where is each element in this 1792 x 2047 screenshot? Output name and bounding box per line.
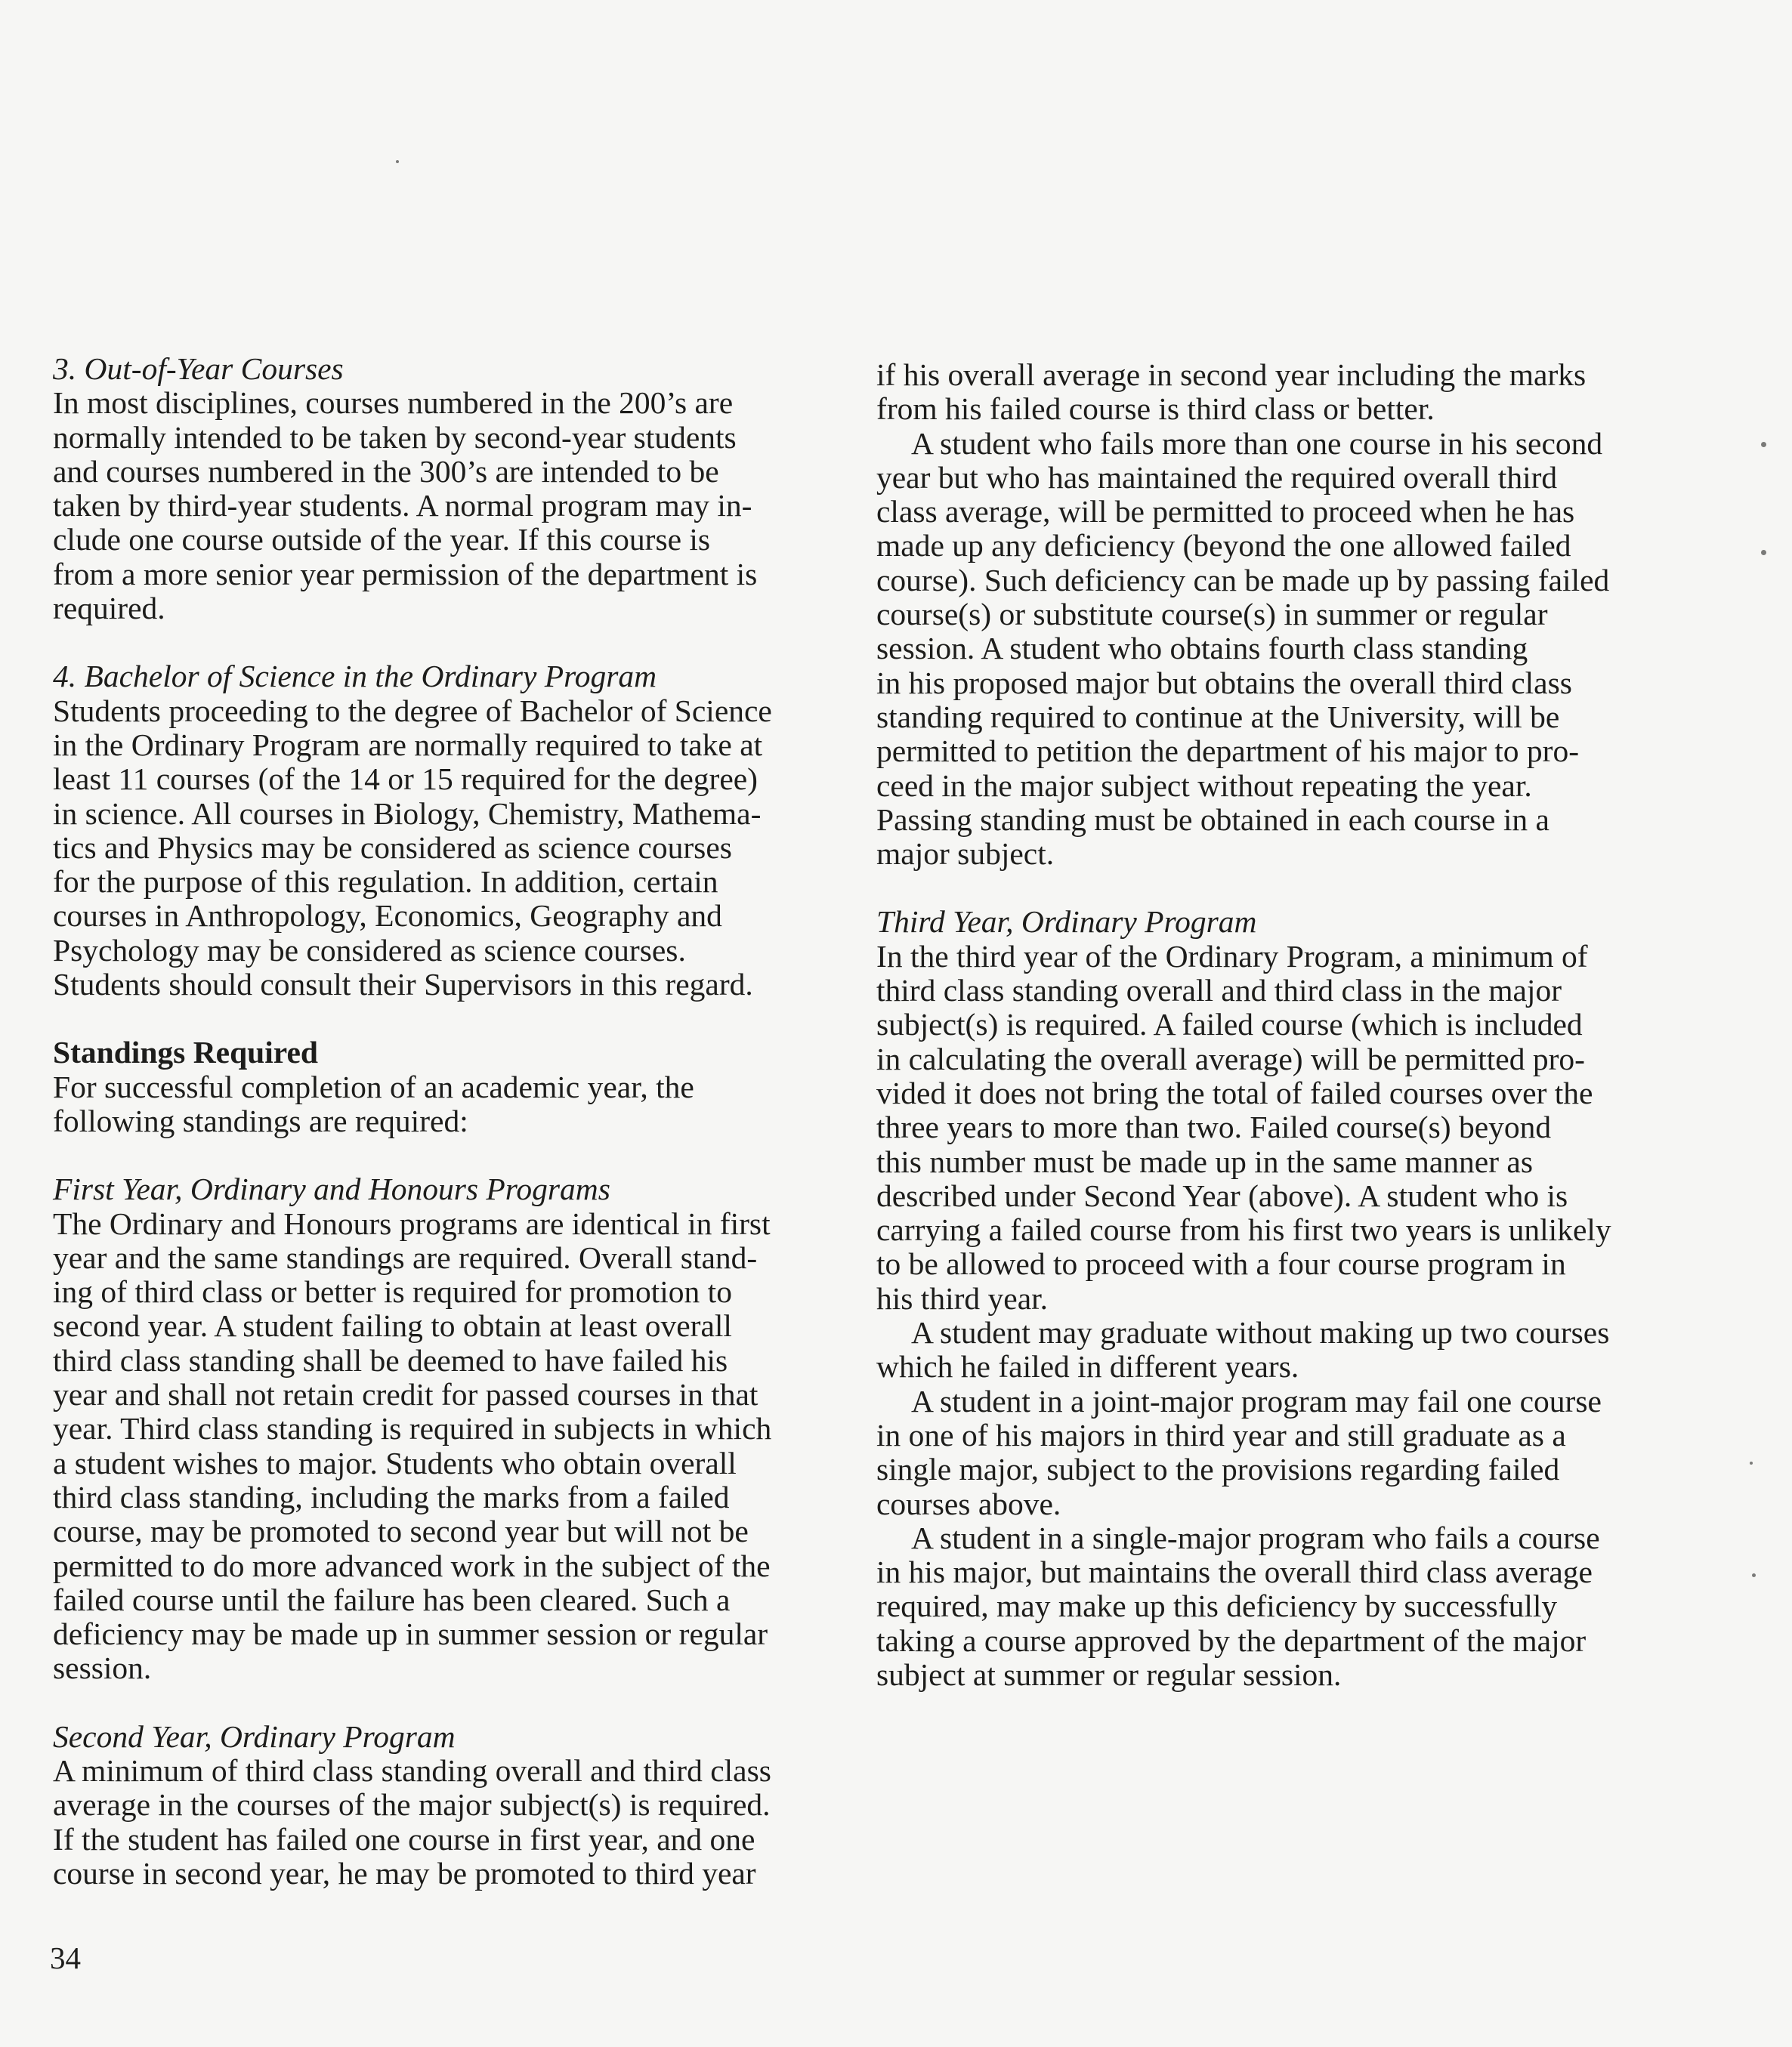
text-line: year. Third class standing is required in subjects in which (53, 1411, 772, 1446)
text-line: least 11 courses (of the 14 or 15 required for the degree) (53, 761, 759, 797)
paragraph-gap (53, 1002, 846, 1036)
text-line: required, may make up this deficiency by successfully (876, 1589, 1558, 1624)
text-line: course). Such deficiency can be made up by passing failed (876, 562, 1610, 597)
text-line: If the student has failed one course in first year, and one (53, 1821, 755, 1857)
paragraph-gap (53, 1138, 846, 1172)
text-line: subject(s) is required. A failed course (which is included (876, 1007, 1583, 1042)
text-line: made up any deficiency (beyond the one allowed failed (876, 528, 1571, 563)
text-line: course, may be promoted to second year but will not be (53, 1514, 749, 1549)
text-line: Students should consult their Supervisors in this regard. (53, 967, 753, 1002)
text-line: if his overall average in second year including the marks (876, 357, 1587, 392)
section-heading: 4. Bachelor of Science in the Ordinary Program (53, 659, 657, 694)
text-line: courses in Anthropology, Economics, Geography and (53, 898, 722, 934)
paragraph-more-than-one-failure (876, 427, 1685, 872)
section-heading: First Year, Ordinary and Honours Programs (53, 1172, 610, 1207)
text-line: in his proposed major but obtains the overall third class (876, 665, 1572, 700)
text-line: failed course until the failure has been cleared. Such a (53, 1582, 731, 1617)
paragraph-gap (53, 625, 846, 659)
text-line: following standings are required: (53, 1103, 468, 1138)
text-line: second year. A student failing to obtain at least overall (53, 1308, 732, 1344)
paragraph-gap (876, 871, 1685, 905)
text-line: in one of his majors in third year and still graduate as a (876, 1417, 1566, 1453)
text-line: courses above. (876, 1486, 1061, 1521)
text-line: in the Ordinary Program are normally required to take at (53, 727, 763, 762)
page-number: 34 (50, 1940, 81, 1975)
text-line: major subject. (876, 836, 1055, 872)
section-third-year (876, 905, 1685, 1316)
section-bachelor-of-science (53, 659, 846, 1002)
text-line: carrying a failed course from his first two years is unlikely (876, 1212, 1611, 1248)
scan-speck (1750, 1462, 1753, 1465)
text-line: In the third year of the Ordinary Program, a minimum of (876, 938, 1588, 974)
section-heading: 3. Out-of-Year Courses (53, 351, 344, 386)
text-line: standing required to continue at the University, will be (876, 699, 1560, 734)
text-line: permitted to do more advanced work in the subject of the (53, 1548, 771, 1583)
right-column (876, 358, 1685, 1692)
paragraph-single-major (876, 1521, 1685, 1692)
text-line: ing of third class or better is required for promotion to (53, 1274, 732, 1310)
scan-speck (1761, 442, 1766, 447)
text-line: in science. All courses in Biology, Chemistry, Mathema- (53, 795, 762, 831)
text-line: this number must be made up in the same manner as (876, 1144, 1533, 1179)
text-line: A student may graduate without making up two courses (911, 1315, 1610, 1351)
paragraph-second-year-continuation (876, 358, 1685, 427)
text-line: third class standing overall and third class in the major (876, 973, 1562, 1008)
text-line: vided it does not bring the total of failed courses over the (876, 1075, 1593, 1110)
text-line: A student in a single-major program who fails a course (911, 1520, 1600, 1555)
text-line: described under Second Year (above). A student who is (876, 1178, 1568, 1213)
text-line: Passing standing must be obtained in each course in a (876, 801, 1549, 837)
text-line: In most disciplines, courses numbered in the 200’s are (53, 385, 734, 421)
text-line: session. A student who obtains fourth class standing (876, 631, 1528, 666)
text-line: session. (53, 1650, 152, 1686)
text-line: year and shall not retain credit for passed courses in that (53, 1377, 759, 1413)
paragraph-graduate-two-courses (876, 1316, 1685, 1385)
text-line: which he failed in different years. (876, 1349, 1299, 1385)
section-standings-required (53, 1036, 846, 1138)
text-line: in his major, but maintains the overall third class average (876, 1555, 1593, 1590)
text-line: a student wishes to major. Students who obtain overall (53, 1445, 737, 1480)
text-line: A student in a joint-major program may fail one course (911, 1383, 1602, 1419)
section-heading: Standings Required (53, 1035, 318, 1070)
text-line: Psychology may be considered as science courses. (53, 932, 686, 968)
text-line: subject at summer or regular session. (876, 1656, 1342, 1692)
text-line: year and the same standings are required. Overall stand- (53, 1240, 758, 1275)
text-line: required. (53, 591, 165, 626)
text-line: Students proceeding to the degree of Bachelor of Science (53, 693, 772, 728)
section-heading: Second Year, Ordinary Program (53, 1718, 456, 1754)
text-line: to be allowed to proceed with a four course program in (876, 1246, 1566, 1282)
text-line: class average, will be permitted to proceed when he has (876, 494, 1575, 530)
text-line: normally intended to be taken by second-year students (53, 419, 737, 455)
text-line: For successful completion of an academic year, the (53, 1069, 694, 1104)
text-line: his third year. (876, 1280, 1049, 1316)
text-line: clude one course outside of the year. If this course is (53, 522, 711, 557)
text-line: third class standing, including the marks from a failed (53, 1479, 730, 1514)
text-line: and courses numbered in the 300’s are intended to be (53, 453, 719, 489)
text-line: ceed in the major subject without repeating the year. (876, 767, 1532, 803)
section-second-year (53, 1720, 846, 1891)
section-heading: Third Year, Ordinary Program (876, 904, 1257, 940)
text-line: deficiency may be made up in summer session or regular (53, 1616, 768, 1652)
text-line: three years to more than two. Failed course(s) beyond (876, 1110, 1552, 1145)
text-line: third class standing shall be deemed to have failed his (53, 1342, 728, 1378)
text-line: single major, subject to the provisions regarding failed (876, 1452, 1560, 1487)
text-line: taken by third-year students. A normal program may in- (53, 488, 752, 523)
scan-speck (1752, 1573, 1756, 1577)
text-line: from his failed course is third class or better. (876, 391, 1435, 427)
text-line: in calculating the overall average) will be permitted pro- (876, 1041, 1585, 1076)
text-line: for the purpose of this regulation. In addition, certain (53, 864, 718, 900)
text-line: average in the courses of the major subject(s) is required. (53, 1787, 771, 1823)
text-line: year but who has maintained the required overall third (876, 459, 1558, 495)
text-line: permitted to petition the department of his major to pro- (876, 733, 1580, 769)
text-line: from a more senior year permission of the department is (53, 556, 758, 591)
text-line: taking a course approved by the department of the major (876, 1622, 1587, 1658)
scan-speck (396, 160, 399, 163)
scan-speck (1761, 550, 1766, 555)
paragraph-gap (53, 1686, 846, 1720)
text-line: A minimum of third class standing overall and third class (53, 1752, 771, 1788)
text-line: tics and Physics may be considered as science courses (53, 829, 732, 865)
paragraph-joint-major (876, 1385, 1685, 1521)
text-line: A student who fails more than one course in his second (911, 425, 1603, 461)
left-column (53, 352, 846, 1891)
text-line: The Ordinary and Honours programs are identical in first (53, 1206, 771, 1241)
section-out-of-year-courses (53, 352, 846, 625)
text-line: course(s) or substitute course(s) in summer or regular (876, 597, 1548, 632)
text-line: course in second year, he may be promoted to third year (53, 1855, 756, 1891)
section-first-year (53, 1172, 846, 1685)
